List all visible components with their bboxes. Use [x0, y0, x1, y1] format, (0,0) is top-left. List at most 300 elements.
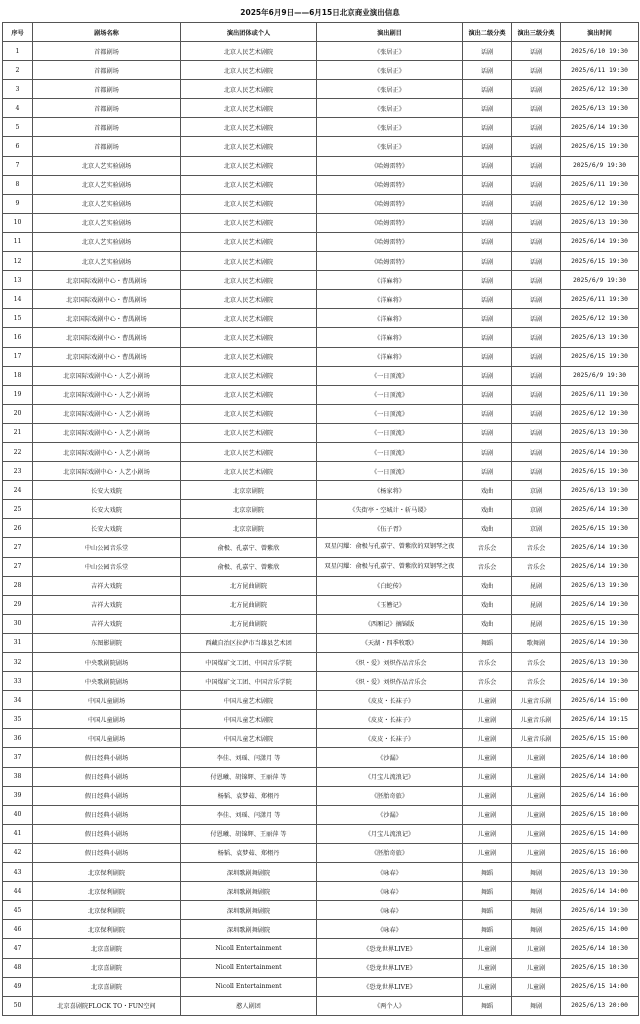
cell-performer: 杨韬、袁梦茹、郑栩丹	[181, 786, 317, 805]
cell-category-3: 话剧	[512, 385, 561, 404]
cell-index: 27	[3, 538, 33, 557]
cell-category-2: 儿童剧	[463, 824, 512, 843]
cell-venue: 假日经典小剧场	[33, 805, 181, 824]
cell-time: 2025/6/13 19:30	[561, 863, 639, 882]
table-row	[3, 595, 639, 614]
cell-venue: 北京人艺实验剧场	[33, 252, 181, 271]
cell-performer: 李佳、刘瑶、闫潇月 等	[181, 805, 317, 824]
cell-program: 《月宝儿流浪记》	[317, 824, 463, 843]
cell-program: 《哈姆雷特》	[317, 232, 463, 251]
cell-venue: 北京人艺实验剧场	[33, 175, 181, 194]
table-row	[3, 442, 639, 461]
cell-venue: 中央歌剧院剧场	[33, 672, 181, 691]
cell-program: 《洋麻将》	[317, 271, 463, 290]
cell-time: 2025/6/11 19:30	[561, 385, 639, 404]
cell-category-2: 儿童剧	[463, 958, 512, 977]
cell-program: 《天湖・四季牧歌》	[317, 633, 463, 652]
cell-index: 9	[3, 194, 33, 213]
cell-performer: 北京人民艺术剧院	[181, 290, 317, 309]
cell-category-3: 舞剧	[512, 901, 561, 920]
cell-performer: Nicoll Entertainment	[181, 958, 317, 977]
cell-performer: 中国儿童艺术剧院	[181, 729, 317, 748]
cell-category-2: 话剧	[463, 347, 512, 366]
cell-venue: 北京喜剧院	[33, 939, 181, 958]
cell-program: 双星闪耀：俞极与孔嘉宁、曾紫欣的双钢琴之夜	[317, 538, 463, 557]
cell-category-3: 话剧	[512, 137, 561, 156]
cell-time: 2025/6/12 19:30	[561, 194, 639, 213]
table-row	[3, 614, 639, 633]
cell-time: 2025/6/13 19:30	[561, 481, 639, 500]
table-row	[3, 672, 639, 691]
cell-index: 42	[3, 843, 33, 862]
cell-index: 34	[3, 691, 33, 710]
cell-category-2: 话剧	[463, 232, 512, 251]
cell-time: 2025/6/15 19:30	[561, 614, 639, 633]
cell-category-3: 儿童剧	[512, 767, 561, 786]
cell-index: 20	[3, 404, 33, 423]
cell-index: 3	[3, 80, 33, 99]
cell-index: 14	[3, 290, 33, 309]
cell-category-3: 话剧	[512, 80, 561, 99]
cell-program: 《张居正》	[317, 80, 463, 99]
cell-program: 《咏春》	[317, 920, 463, 939]
cell-venue: 北京国际戏剧中心・曹禺剧场	[33, 309, 181, 328]
cell-category-2: 舞蹈	[463, 863, 512, 882]
cell-category-3: 京剧	[512, 500, 561, 519]
cell-index: 38	[3, 767, 33, 786]
cell-index: 26	[3, 519, 33, 538]
cell-performer: 深圳歌剧舞剧院	[181, 901, 317, 920]
cell-program: 《张居正》	[317, 42, 463, 61]
cell-category-3: 话剧	[512, 347, 561, 366]
cell-time: 2025/6/9 19:30	[561, 156, 639, 175]
cell-category-3: 音乐会	[512, 538, 561, 557]
cell-program: 《一日顶流》	[317, 366, 463, 385]
cell-program: 《洋麻将》	[317, 347, 463, 366]
cell-program: 《失街亭・空城计・斩马谡》	[317, 500, 463, 519]
cell-performer: 俞极、孔嘉宁、曾紫欣	[181, 557, 317, 576]
cell-performer: 北京人民艺术剧院	[181, 404, 317, 423]
cell-performer: 北京人民艺术剧院	[181, 309, 317, 328]
cell-performer: Nicoll Entertainment	[181, 977, 317, 996]
table-row	[3, 252, 639, 271]
table-row	[3, 653, 639, 672]
cell-program: 双星闪耀：俞极与孔嘉宁、曾紫欣的双钢琴之夜	[317, 557, 463, 576]
table-row	[3, 42, 639, 61]
cell-category-2: 儿童剧	[463, 729, 512, 748]
cell-time: 2025/6/10 19:30	[561, 42, 639, 61]
cell-time: 2025/6/14 15:00	[561, 691, 639, 710]
table-row	[3, 213, 639, 232]
table-row	[3, 156, 639, 175]
cell-venue: 北京人艺实验剧场	[33, 232, 181, 251]
cell-program: 《洋麻将》	[317, 328, 463, 347]
cell-venue: 长安大戏院	[33, 519, 181, 538]
cell-program: 《一日顶流》	[317, 404, 463, 423]
cell-category-3: 儿童音乐剧	[512, 691, 561, 710]
cell-time: 2025/6/14 10:00	[561, 748, 639, 767]
cell-category-2: 话剧	[463, 118, 512, 137]
cell-venue: 长安大戏院	[33, 500, 181, 519]
cell-performer: 北京人民艺术剧院	[181, 347, 317, 366]
cell-category-3: 音乐会	[512, 653, 561, 672]
cell-performer: 西藏自治区拉萨市当雄县艺术团	[181, 633, 317, 652]
cell-category-3: 话剧	[512, 232, 561, 251]
cell-time: 2025/6/14 19:30	[561, 500, 639, 519]
cell-category-2: 舞蹈	[463, 920, 512, 939]
cell-performer: 付恩曦、胡锦辉、王丽萍 等	[181, 767, 317, 786]
cell-venue: 北京喜剧院FLOCK TO・FUN空间	[33, 996, 181, 1015]
cell-category-3: 话剧	[512, 61, 561, 80]
cell-index: 35	[3, 710, 33, 729]
cell-category-3: 儿童剧	[512, 958, 561, 977]
cell-category-3: 京剧	[512, 519, 561, 538]
cell-program: 《哈姆雷特》	[317, 156, 463, 175]
cell-category-2: 儿童剧	[463, 843, 512, 862]
cell-program: 《张居正》	[317, 137, 463, 156]
cell-category-3: 昆剧	[512, 595, 561, 614]
cell-performer: 北京人民艺术剧院	[181, 232, 317, 251]
table-row	[3, 194, 639, 213]
cell-time: 2025/6/14 19:30	[561, 232, 639, 251]
cell-category-3: 话剧	[512, 366, 561, 385]
cell-category-2: 音乐会	[463, 672, 512, 691]
cell-index: 27	[3, 557, 33, 576]
cell-performer: 俞极、孔嘉宁、曾紫欣	[181, 538, 317, 557]
cell-program: 《咏春》	[317, 882, 463, 901]
table-row	[3, 805, 639, 824]
cell-category-3: 歌舞剧	[512, 633, 561, 652]
cell-category-3: 话剧	[512, 462, 561, 481]
cell-index: 45	[3, 901, 33, 920]
table-row	[3, 232, 639, 251]
table-row	[3, 538, 639, 557]
table-row	[3, 691, 639, 710]
cell-performer: 北京人民艺术剧院	[181, 137, 317, 156]
cell-time: 2025/6/11 19:30	[561, 175, 639, 194]
cell-performer: 深圳歌剧舞剧院	[181, 920, 317, 939]
table-row	[3, 557, 639, 576]
cell-category-3: 话剧	[512, 213, 561, 232]
cell-performer: 中国煤矿文工团、中国音乐学院	[181, 653, 317, 672]
table-row	[3, 423, 639, 442]
cell-performer: 北京人民艺术剧院	[181, 423, 317, 442]
cell-index: 10	[3, 213, 33, 232]
cell-category-3: 京剧	[512, 481, 561, 500]
cell-venue: 长安大戏院	[33, 481, 181, 500]
cell-venue: 北京国际戏剧中心・曹禺剧场	[33, 347, 181, 366]
cell-index: 37	[3, 748, 33, 767]
cell-venue: 假日经典小剧场	[33, 824, 181, 843]
cell-category-2: 话剧	[463, 423, 512, 442]
table-row	[3, 519, 639, 538]
cell-time: 2025/6/14 14:00	[561, 767, 639, 786]
cell-category-2: 音乐会	[463, 653, 512, 672]
table-row	[3, 137, 639, 156]
cell-category-3: 舞剧	[512, 863, 561, 882]
cell-category-2: 话剧	[463, 194, 512, 213]
cell-category-3: 昆剧	[512, 576, 561, 595]
cell-program: 《胚胎奇旅》	[317, 843, 463, 862]
cell-index: 5	[3, 118, 33, 137]
cell-index: 32	[3, 653, 33, 672]
cell-index: 22	[3, 442, 33, 461]
cell-performer: 深圳歌剧舞剧院	[181, 863, 317, 882]
cell-program: 《白蛇传》	[317, 576, 463, 595]
cell-category-3: 话剧	[512, 328, 561, 347]
cell-performer: 北京人民艺术剧院	[181, 80, 317, 99]
cell-venue: 北京人艺实验剧场	[33, 194, 181, 213]
cell-program: 《皮皮・长袜子》	[317, 691, 463, 710]
cell-performer: 北京人民艺术剧院	[181, 366, 317, 385]
cell-time: 2025/6/9 19:30	[561, 366, 639, 385]
cell-time: 2025/6/12 19:30	[561, 80, 639, 99]
cell-category-2: 戏曲	[463, 481, 512, 500]
cell-category-3: 儿童音乐剧	[512, 729, 561, 748]
cell-index: 39	[3, 786, 33, 805]
header-category-3: 演出三级分类	[512, 23, 561, 42]
cell-program: 《胚胎奇旅》	[317, 786, 463, 805]
cell-program: 《恐龙世界LIVE》	[317, 958, 463, 977]
cell-venue: 北京国际戏剧中心・曹禺剧场	[33, 290, 181, 309]
cell-venue: 东图影剧院	[33, 633, 181, 652]
cell-category-2: 话剧	[463, 61, 512, 80]
cell-performer: 北京京剧院	[181, 500, 317, 519]
cell-index: 49	[3, 977, 33, 996]
header-index: 序号	[3, 23, 33, 42]
cell-category-2: 戏曲	[463, 576, 512, 595]
cell-time: 2025/6/9 19:30	[561, 271, 639, 290]
cell-program: 《哈姆雷特》	[317, 175, 463, 194]
cell-performer: 中国儿童艺术剧院	[181, 710, 317, 729]
table-row	[3, 939, 639, 958]
cell-category-2: 话剧	[463, 213, 512, 232]
cell-time: 2025/6/14 19:30	[561, 538, 639, 557]
cell-index: 2	[3, 61, 33, 80]
document-sheet	[2, 4, 638, 1016]
cell-category-2: 话剧	[463, 328, 512, 347]
cell-index: 1	[3, 42, 33, 61]
cell-performer: 北京京剧院	[181, 481, 317, 500]
cell-category-3: 儿童剧	[512, 977, 561, 996]
table-row	[3, 80, 639, 99]
cell-category-3: 话剧	[512, 423, 561, 442]
cell-category-2: 戏曲	[463, 519, 512, 538]
cell-time: 2025/6/13 19:30	[561, 328, 639, 347]
cell-time: 2025/6/14 19:30	[561, 901, 639, 920]
header-time: 演出时间	[561, 23, 639, 42]
cell-time: 2025/6/12 19:30	[561, 404, 639, 423]
cell-category-2: 话剧	[463, 137, 512, 156]
cell-category-3: 昆剧	[512, 614, 561, 633]
cell-program: 《咏春》	[317, 863, 463, 882]
cell-time: 2025/6/15 15:00	[561, 729, 639, 748]
cell-time: 2025/6/14 19:30	[561, 557, 639, 576]
cell-venue: 北京喜剧院	[33, 977, 181, 996]
cell-category-3: 话剧	[512, 42, 561, 61]
cell-category-3: 儿童音乐剧	[512, 710, 561, 729]
cell-performer: Nicoll Entertainment	[181, 939, 317, 958]
cell-program: 《沙漏》	[317, 748, 463, 767]
cell-venue: 北京保利剧院	[33, 882, 181, 901]
cell-performer: 北京人民艺术剧院	[181, 99, 317, 118]
table-row	[3, 958, 639, 977]
cell-venue: 北京国际戏剧中心・曹禺剧场	[33, 328, 181, 347]
cell-category-2: 儿童剧	[463, 748, 512, 767]
cell-category-3: 儿童剧	[512, 786, 561, 805]
cell-index: 50	[3, 996, 33, 1015]
cell-time: 2025/6/15 19:30	[561, 347, 639, 366]
cell-category-2: 音乐会	[463, 557, 512, 576]
cell-performer: 北京京剧院	[181, 519, 317, 538]
cell-time: 2025/6/15 14:00	[561, 824, 639, 843]
cell-program: 《两个人》	[317, 996, 463, 1015]
cell-venue: 北京国际戏剧中心・人艺小剧场	[33, 366, 181, 385]
cell-category-2: 话剧	[463, 42, 512, 61]
cell-venue: 中山公园音乐堂	[33, 538, 181, 557]
cell-performer: 北京人民艺术剧院	[181, 328, 317, 347]
table-row	[3, 824, 639, 843]
table-row	[3, 863, 639, 882]
cell-category-2: 话剧	[463, 385, 512, 404]
cell-performer: 北京人民艺术剧院	[181, 118, 317, 137]
table-row	[3, 61, 639, 80]
cell-index: 46	[3, 920, 33, 939]
cell-venue: 北京人艺实验剧场	[33, 213, 181, 232]
cell-performer: 中国煤矿文工团、中国音乐学院	[181, 672, 317, 691]
cell-venue: 中山公园音乐堂	[33, 557, 181, 576]
cell-time: 2025/6/13 19:30	[561, 213, 639, 232]
table-row	[3, 748, 639, 767]
table-row	[3, 290, 639, 309]
cell-category-3: 话剧	[512, 290, 561, 309]
cell-performer: 中国儿童艺术剧院	[181, 691, 317, 710]
cell-index: 48	[3, 958, 33, 977]
header-category-2: 演出二级分类	[463, 23, 512, 42]
table-row	[3, 175, 639, 194]
cell-performer: 北京人民艺术剧院	[181, 271, 317, 290]
cell-venue: 中国儿童剧场	[33, 729, 181, 748]
cell-venue: 首都剧场	[33, 80, 181, 99]
cell-time: 2025/6/12 19:30	[561, 309, 639, 328]
cell-category-3: 音乐会	[512, 672, 561, 691]
cell-category-2: 舞蹈	[463, 901, 512, 920]
cell-category-3: 话剧	[512, 194, 561, 213]
cell-venue: 吉祥大戏院	[33, 614, 181, 633]
table-row	[3, 404, 639, 423]
cell-category-2: 话剧	[463, 252, 512, 271]
cell-category-2: 儿童剧	[463, 710, 512, 729]
header-program: 演出剧目	[317, 23, 463, 42]
cell-category-2: 儿童剧	[463, 805, 512, 824]
cell-program: 《伍子胥》	[317, 519, 463, 538]
cell-program: 《张居正》	[317, 61, 463, 80]
cell-index: 36	[3, 729, 33, 748]
cell-category-2: 话剧	[463, 462, 512, 481]
cell-category-3: 话剧	[512, 156, 561, 175]
cell-venue: 北京喜剧院	[33, 958, 181, 977]
table-row	[3, 786, 639, 805]
cell-index: 8	[3, 175, 33, 194]
cell-program: 《恐龙世界LIVE》	[317, 939, 463, 958]
cell-performer: 北京人民艺术剧院	[181, 194, 317, 213]
cell-index: 4	[3, 99, 33, 118]
cell-time: 2025/6/14 16:00	[561, 786, 639, 805]
cell-time: 2025/6/15 10:00	[561, 805, 639, 824]
cell-category-3: 儿童剧	[512, 805, 561, 824]
cell-venue: 首都剧场	[33, 99, 181, 118]
table-row	[3, 710, 639, 729]
cell-index: 23	[3, 462, 33, 481]
cell-category-3: 话剧	[512, 271, 561, 290]
cell-time: 2025/6/13 19:30	[561, 576, 639, 595]
cell-program: 《皮皮・长袜子》	[317, 710, 463, 729]
cell-index: 28	[3, 576, 33, 595]
cell-category-2: 话剧	[463, 366, 512, 385]
cell-program: 《一日顶流》	[317, 385, 463, 404]
cell-performer: 北京人民艺术剧院	[181, 252, 317, 271]
table-row	[3, 328, 639, 347]
cell-venue: 中国儿童剧场	[33, 691, 181, 710]
cell-performer: 北方昆曲剧院	[181, 595, 317, 614]
cell-category-3: 话剧	[512, 442, 561, 461]
cell-venue: 北京人艺实验剧场	[33, 156, 181, 175]
cell-venue: 假日经典小剧场	[33, 786, 181, 805]
cell-time: 2025/6/13 19:30	[561, 423, 639, 442]
cell-time: 2025/6/14 14:00	[561, 882, 639, 901]
table-row	[3, 576, 639, 595]
cell-venue: 吉祥大戏院	[33, 595, 181, 614]
table-row	[3, 462, 639, 481]
cell-performer: 杨韬、袁梦茹、郑栩丹	[181, 843, 317, 862]
cell-venue: 中央歌剧院剧场	[33, 653, 181, 672]
cell-category-2: 戏曲	[463, 614, 512, 633]
cell-category-2: 话剧	[463, 290, 512, 309]
cell-index: 13	[3, 271, 33, 290]
cell-category-3: 话剧	[512, 309, 561, 328]
cell-time: 2025/6/14 19:30	[561, 442, 639, 461]
cell-category-2: 儿童剧	[463, 977, 512, 996]
cell-index: 30	[3, 614, 33, 633]
table-row	[3, 996, 639, 1015]
cell-index: 16	[3, 328, 33, 347]
cell-time: 2025/6/15 14:00	[561, 920, 639, 939]
cell-category-2: 儿童剧	[463, 691, 512, 710]
cell-time: 2025/6/15 19:30	[561, 519, 639, 538]
cell-performer: 北京人民艺术剧院	[181, 385, 317, 404]
table-row	[3, 99, 639, 118]
performance-table	[2, 22, 639, 1016]
cell-time: 2025/6/13 19:30	[561, 99, 639, 118]
table-row	[3, 309, 639, 328]
cell-program: 《皮皮・长袜子》	[317, 729, 463, 748]
cell-index: 18	[3, 366, 33, 385]
table-row	[3, 977, 639, 996]
table-header-row	[3, 23, 639, 42]
cell-category-2: 话剧	[463, 156, 512, 175]
cell-venue: 假日经典小剧场	[33, 748, 181, 767]
cell-performer: 北京人民艺术剧院	[181, 462, 317, 481]
cell-performer: 北京人民艺术剧院	[181, 61, 317, 80]
cell-time: 2025/6/14 19:30	[561, 672, 639, 691]
cell-category-3: 话剧	[512, 175, 561, 194]
cell-index: 29	[3, 595, 33, 614]
table-row	[3, 118, 639, 137]
header-venue: 剧场名称	[33, 23, 181, 42]
cell-index: 33	[3, 672, 33, 691]
cell-category-2: 舞蹈	[463, 996, 512, 1015]
cell-venue: 北京保利剧院	[33, 920, 181, 939]
